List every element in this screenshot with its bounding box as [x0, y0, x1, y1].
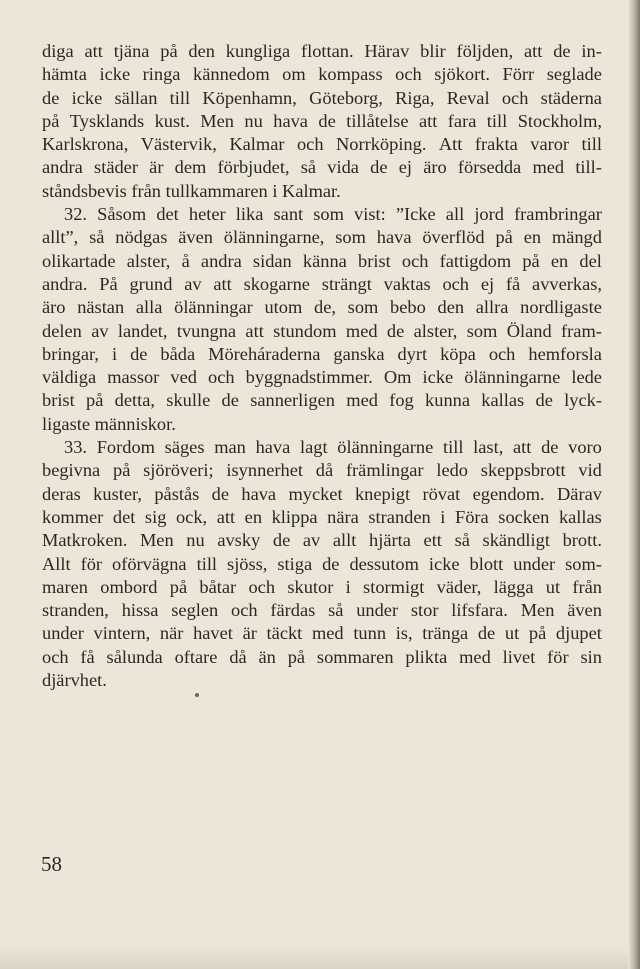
text-line: kommer det sig ock, att en klippa nära stranden i Föra socken kallas: [42, 506, 602, 527]
text-line: på Tysklands kust. Men nu hava de tillåtelse att fara till Stockholm,: [42, 110, 602, 131]
body-text: [42, 40, 602, 692]
text-line: de icke sällan till Köpenhamn, Göteborg, Riga, Reval och städerna: [42, 87, 602, 108]
text-line: och få sålunda oftare då än på sommaren plikta med livet för sin: [42, 646, 602, 667]
text-line: ståndsbevis från tullkammaren i Kalmar.: [42, 180, 341, 201]
text-line: stranden, hissa seglen och färdas så under stor lifsfara. Men även: [42, 600, 602, 621]
text-line: olikartade alster, å andra sidan känna brist och fattigdom på en del: [42, 250, 602, 271]
text-line: diga att tjäna på den kungliga flottan. Härav blir följden, att de in-: [42, 41, 602, 61]
text-line: bringar, i de båda Möreháraderna ganska dyrt köpa och hemforsla: [42, 343, 602, 364]
text-line: andra städer är dem förbjudet, så vida de ej äro försedda med till-: [42, 157, 602, 178]
text-line: Allt för oförvägna till sjöss, stiga de dessutom icke blott under som-: [42, 553, 602, 574]
book-gutter-shadow: [628, 0, 640, 969]
text-line: Karlskrona, Västervik, Kalmar och Norrköping. Att frakta varor till: [42, 134, 602, 155]
text-line: brist på detta, skulle de sannerligen med fog kunna kallas de lyck-: [42, 390, 602, 411]
text-line: ligaste människor.: [42, 413, 176, 434]
text-line: andra. På grund av att skogarne strängt vaktas och ej få avverkas,: [42, 273, 602, 294]
ink-speck: [195, 693, 199, 697]
text-line: väldiga massor ved och byggnadstimmer. Om icke ölänningarne lede: [42, 367, 602, 388]
page-bottom-edge: [0, 947, 640, 969]
text-line: deras kuster, påstås de hava mycket knepigt rövat egendom. Därav: [42, 483, 602, 504]
text-line: hämta icke ringa kännedom om kompass och sjökort. Förr seglade: [42, 64, 602, 85]
text-line: djärvhet.: [42, 670, 107, 691]
text-line: delen av landet, tvungna att stundom med de alster, som Öland fram-: [42, 320, 602, 341]
text-line: äro nästan alla ölänningar utom de, som bebo den allra nordligaste: [42, 297, 602, 318]
text-line: under vintern, när havet är täckt med tunn is, tränga de ut på djupet: [42, 623, 602, 644]
text-line: allt”, så nödgas även ölänningarne, som hava överflöd på en mängd: [42, 227, 602, 248]
text-line: 33. Fordom säges man hava lagt ölänningarne till last, att de voro: [64, 437, 602, 458]
text-line: maren ombord på båtar och skutor i stormigt väder, lägga ut från: [42, 576, 602, 597]
text-line: begivna på sjöröveri; isynnerhet då främlingar ledo skeppsbrott vid: [42, 460, 602, 481]
page-number: 58: [41, 852, 62, 876]
text-line: 32. Såsom det heter lika sant som vist: ”Icke all jord frambringar: [64, 204, 602, 225]
text-line: Matkroken. Men nu avsky de av allt hjärta ett så skändligt brott.: [42, 530, 602, 551]
